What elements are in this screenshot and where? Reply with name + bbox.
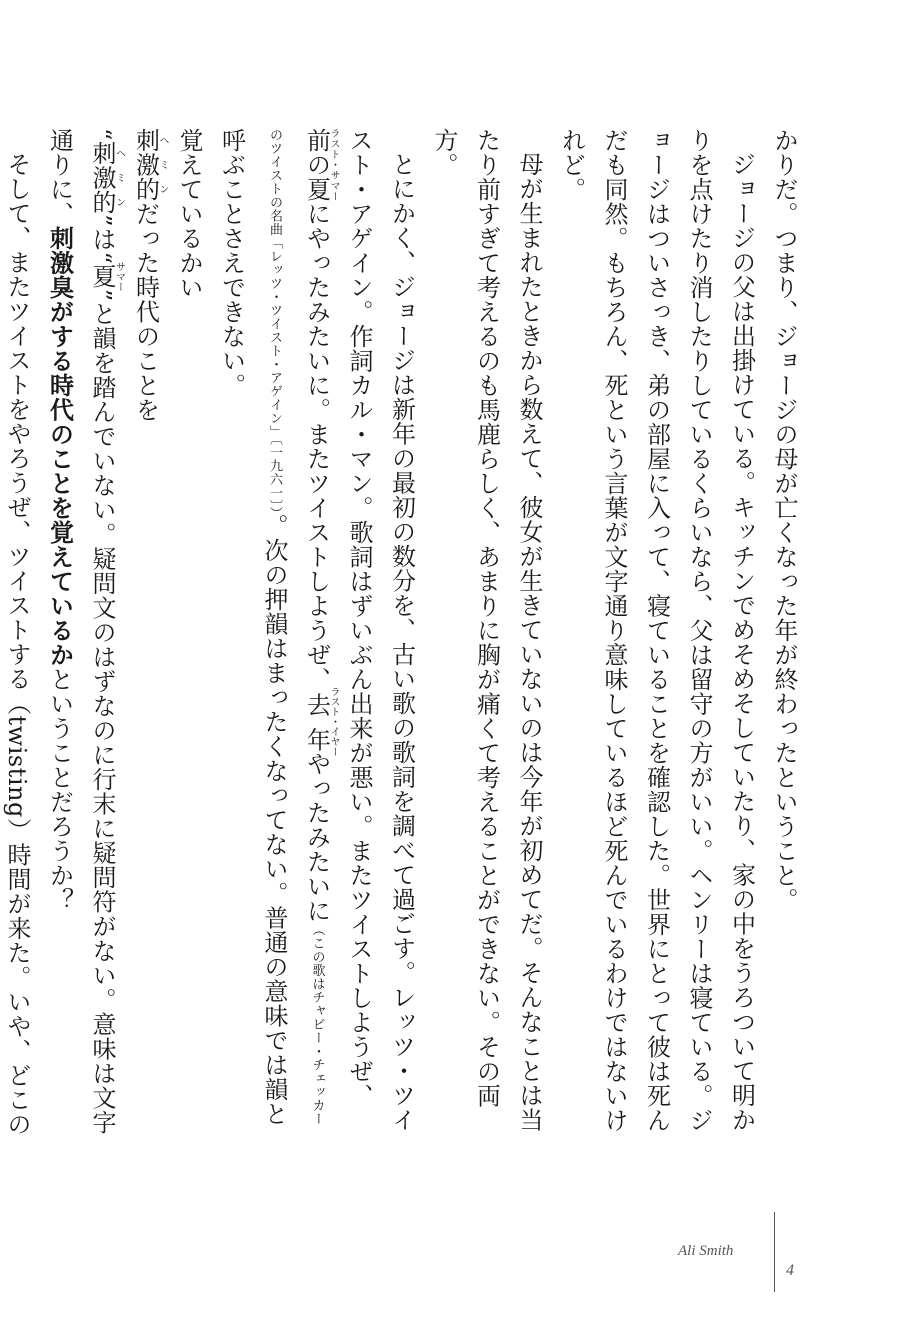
bold-phrase: 刺激臭がする時代のことを覚えているか [45, 226, 75, 667]
translator-note: （この歌はチャビー・チェッカーのツイストの名曲「レッツ・ツイスト・アゲイン」〔一九六一〕） [267, 128, 325, 1126]
vertical-text-body [3, 128, 805, 1138]
footer-divider [774, 1212, 775, 1292]
paragraph-1: かりだ。つまり、ジョージの母が亡くなった年が終わったということ。 [770, 128, 798, 912]
paragraph-2: ジョージの父は出掛けている。キッチンでめそめそしていたり、家の中をうろついて明かりを点けたり消したりしているくらいなら、父は留守の方がいい。ヘンリーは寝ている。ジョージはついさっき、弟の部屋に入って、寝ていることを確認した。世界にとって彼は死んだも同然。もちろん、死という言葉が文字通り意味しているほど死んでいるわけではないけれど。 [557, 128, 756, 1133]
lyric-line-2 [124, 128, 168, 1138]
p4-text-c: にやったみたいに。またツイストしようぜ、 [302, 201, 331, 692]
paragraph-6: そして、またツイストをやろうぜ、ツイストする（twisting）時間が来た。いや、どこの [3, 152, 31, 1137]
page-number: 4 [786, 1262, 794, 1279]
ruby-last-year: 去年ラスト・イヤー [302, 686, 339, 757]
ruby-hemin-lyric: 刺激的ヘミン [131, 128, 168, 202]
p4-text-f: 。次の押韻はまったくなってない。普通の意味では韻と呼ぶことさえできない。 [217, 128, 288, 1126]
paragraph-3: 母が生まれたときから数えて、彼女が生きていないのは今年が初めてだ。そんなことは当たり前すぎて考えるのも馬鹿らしく、あまりに胸が痛くて考えることができない。その両方。 [430, 128, 543, 1132]
ruby-summer: 夏サマー [88, 261, 125, 292]
p4-text-a: とにかく、ジョージは新年の最初の数分を、古い歌の歌詞を調べて過ごす。レッツ・ツイスト・アゲイン。作詞カル・マン。歌詞はずいぶん出来が悪い。またツイストしようぜ、 [345, 128, 416, 1132]
paragraph-4 [210, 128, 423, 1138]
lyric-line-2-rest: だった時代のことを [131, 201, 160, 422]
ruby-last-summer: 前の夏ラスト・サマー [302, 128, 339, 202]
p4-text-e: やったみたいに [302, 751, 331, 923]
paragraph-5: “刺激的ヘミン”は“夏サマー”と韻を踏んでいない。疑問文のはずなのに行末に疑問符がない。意味は文字通りに、刺激臭がする時代のことを覚えているかということだろうか？ [45, 128, 125, 1135]
author-name: Ali Smith [678, 1243, 734, 1259]
lyric-line-1: 覚えているかい [175, 128, 203, 300]
ruby-hemin: 刺激的ヘミン [88, 140, 125, 215]
